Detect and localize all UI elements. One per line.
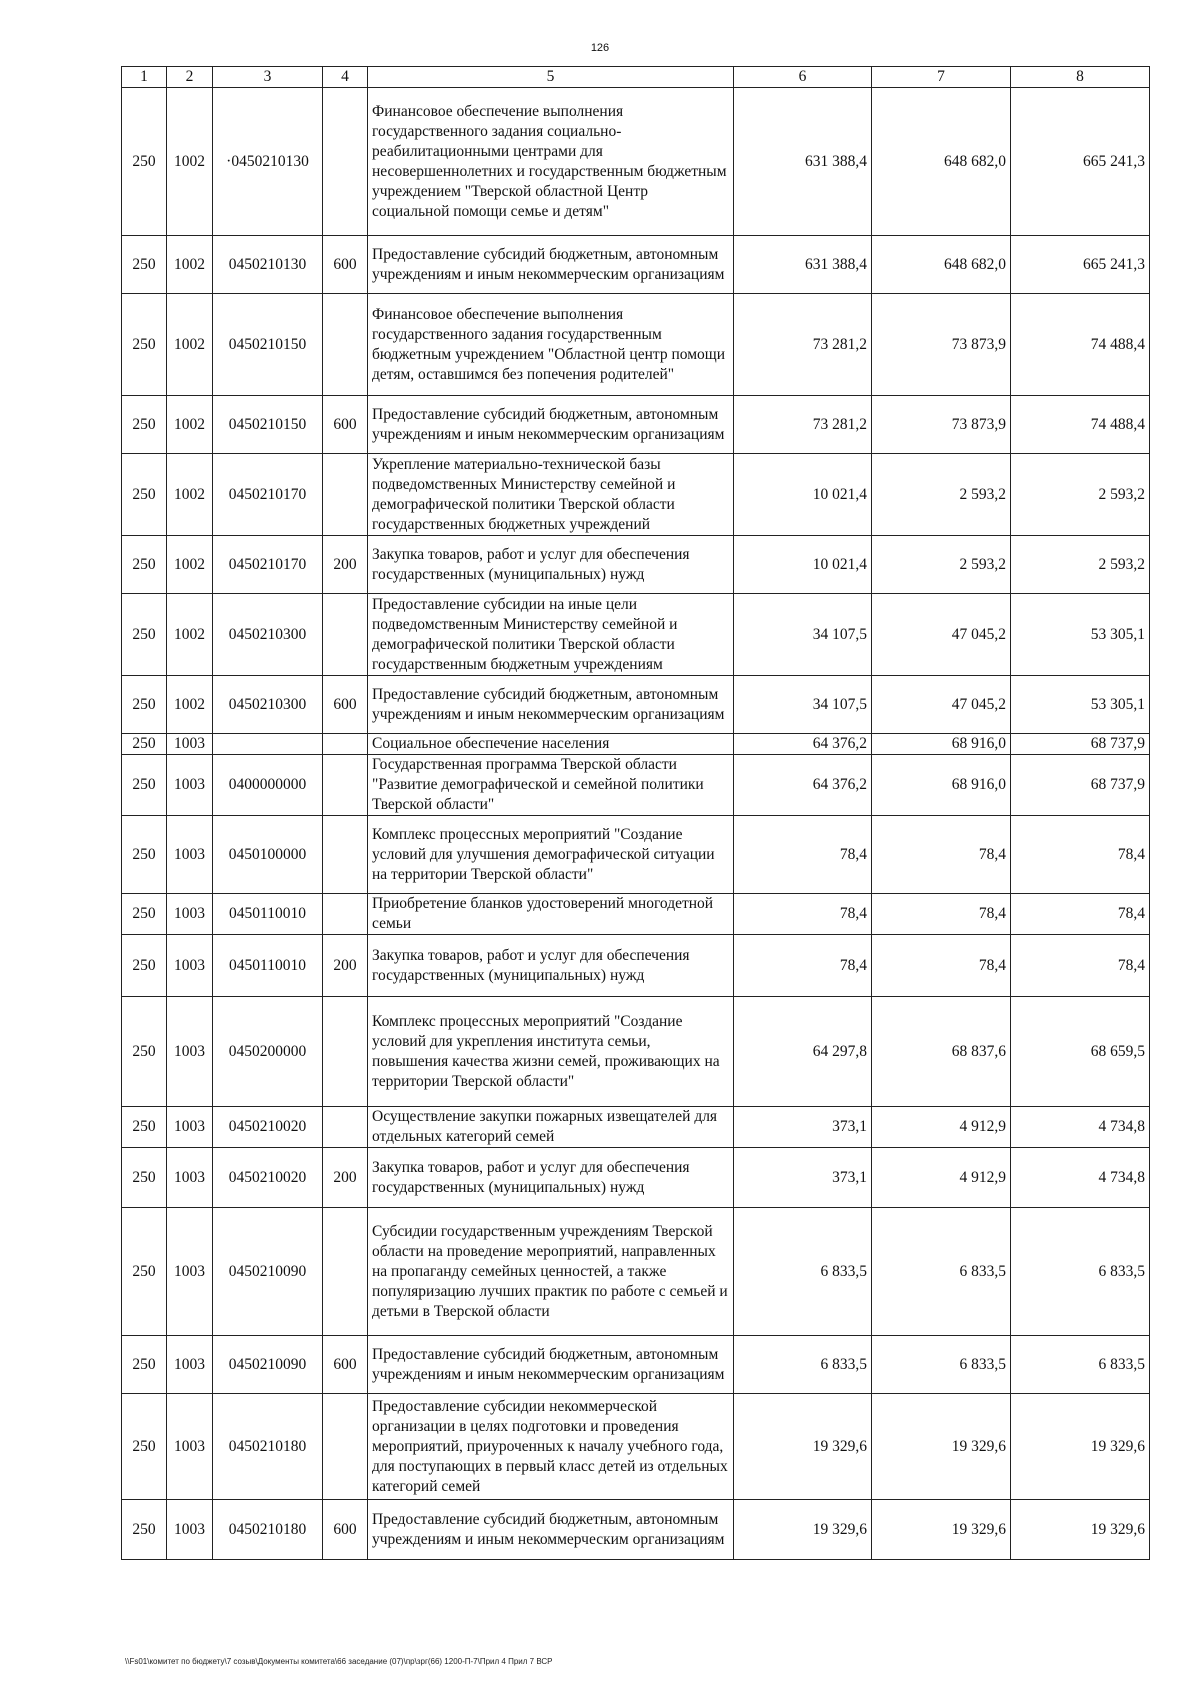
code-cell: 250 [122, 536, 167, 594]
amount-year3-cell: 19 329,6 [1011, 1500, 1150, 1560]
amount-year3-cell: 78,4 [1011, 935, 1150, 997]
target-code-cell: 0450210300 [213, 594, 323, 676]
amount-year3-cell: 6 833,5 [1011, 1208, 1150, 1336]
description-cell: Закупка товаров, работ и услуг для обеспечения государственных (муниципальных) нужд [368, 1148, 734, 1208]
expense-type-cell [323, 1394, 368, 1500]
amount-year3-cell: 68 737,9 [1011, 755, 1150, 816]
amount-year1-cell: 631 388,4 [734, 236, 872, 294]
footer-file-path: \\Fs01\комитет по бюджету\7 созыв\Документы комитета\66 заседание (07)\пр\зрг(66) 1200-П-7\Прил 4 Прил 7 ВСР [125, 1657, 553, 1666]
header-row [122, 67, 1150, 88]
page-number: 126 [590, 42, 610, 54]
amount-year3-cell: 74 488,4 [1011, 294, 1150, 396]
section-cell: 1003 [167, 997, 213, 1107]
amount-year3-cell: 6 833,5 [1011, 1336, 1150, 1394]
expense-type-cell [323, 594, 368, 676]
amount-year1-cell: 34 107,5 [734, 676, 872, 734]
table-row [122, 294, 1150, 396]
code-cell: 250 [122, 1208, 167, 1336]
table-row [122, 935, 1150, 997]
expense-type-cell: 600 [323, 1500, 368, 1560]
description-cell: Предоставление субсидий бюджетным, автономным учреждениям и иным некоммерческим организациям [368, 676, 734, 734]
table-row [122, 1500, 1150, 1560]
target-code-cell: 0450200000 [213, 997, 323, 1107]
amount-year2-cell: 68 916,0 [872, 734, 1011, 755]
section-cell: 1003 [167, 1208, 213, 1336]
code-cell: 250 [122, 734, 167, 755]
amount-year3-cell: 665 241,3 [1011, 88, 1150, 236]
column-header: 6 [734, 67, 872, 88]
amount-year3-cell: 78,4 [1011, 894, 1150, 935]
code-cell: 250 [122, 1336, 167, 1394]
table-row [122, 755, 1150, 816]
section-cell: 1003 [167, 1148, 213, 1208]
amount-year1-cell: 6 833,5 [734, 1208, 872, 1336]
table-row [122, 396, 1150, 454]
column-header: 2 [167, 67, 213, 88]
amount-year1-cell: 373,1 [734, 1148, 872, 1208]
amount-year1-cell: 10 021,4 [734, 536, 872, 594]
amount-year3-cell: 68 737,9 [1011, 734, 1150, 755]
description-cell: Предоставление субсидий бюджетным, автономным учреждениям и иным некоммерческим организациям [368, 1500, 734, 1560]
target-code-cell: 0450210090 [213, 1208, 323, 1336]
expense-type-cell: 200 [323, 536, 368, 594]
section-cell: 1003 [167, 1336, 213, 1394]
code-cell: 250 [122, 755, 167, 816]
target-code-cell: 0400000000 [213, 755, 323, 816]
target-code-cell: 0450210130 [213, 236, 323, 294]
code-cell: 250 [122, 1394, 167, 1500]
expense-type-cell: 600 [323, 676, 368, 734]
expense-type-cell: 600 [323, 396, 368, 454]
table-row [122, 88, 1150, 236]
description-cell: Предоставление субсидии на иные цели подведомственным Министерству семейной и демографической политики Тверской области государственным бюджетным учреждениям [368, 594, 734, 676]
table-row [122, 1148, 1150, 1208]
expense-type-cell [323, 1107, 368, 1148]
amount-year1-cell: 373,1 [734, 1107, 872, 1148]
code-cell: 250 [122, 1148, 167, 1208]
amount-year1-cell: 64 297,8 [734, 997, 872, 1107]
code-cell: 250 [122, 997, 167, 1107]
target-code-cell: 0450210020 [213, 1148, 323, 1208]
description-cell: Предоставление субсидий бюджетным, автономным учреждениям и иным некоммерческим организациям [368, 1336, 734, 1394]
amount-year2-cell: 78,4 [872, 935, 1011, 997]
description-cell: Предоставление субсидий бюджетным, автономным учреждениям и иным некоммерческим организациям [368, 396, 734, 454]
code-cell: 250 [122, 236, 167, 294]
table-row [122, 894, 1150, 935]
expense-type-cell: 600 [323, 236, 368, 294]
expense-type-cell [323, 894, 368, 935]
table-row [122, 676, 1150, 734]
amount-year2-cell: 78,4 [872, 816, 1011, 894]
description-cell: Предоставление субсидий бюджетным, автономным учреждениям и иным некоммерческим организациям [368, 236, 734, 294]
amount-year2-cell: 78,4 [872, 894, 1011, 935]
amount-year3-cell: 53 305,1 [1011, 676, 1150, 734]
column-header: 4 [323, 67, 368, 88]
target-code-cell: 0450210300 [213, 676, 323, 734]
amount-year1-cell: 78,4 [734, 894, 872, 935]
table-row [122, 594, 1150, 676]
section-cell: 1002 [167, 88, 213, 236]
section-cell: 1002 [167, 236, 213, 294]
amount-year2-cell: 73 873,9 [872, 396, 1011, 454]
amount-year2-cell: 4 912,9 [872, 1148, 1011, 1208]
table-row [122, 236, 1150, 294]
table-row [122, 1336, 1150, 1394]
section-cell: 1003 [167, 935, 213, 997]
amount-year1-cell: 34 107,5 [734, 594, 872, 676]
target-code-cell: 0450100000 [213, 816, 323, 894]
section-cell: 1002 [167, 454, 213, 536]
code-cell: 250 [122, 594, 167, 676]
expense-type-cell: 200 [323, 1148, 368, 1208]
section-cell: 1002 [167, 594, 213, 676]
table-row [122, 1107, 1150, 1148]
section-cell: 1003 [167, 1500, 213, 1560]
amount-year2-cell: 47 045,2 [872, 594, 1011, 676]
amount-year3-cell: 68 659,5 [1011, 997, 1150, 1107]
column-header: 3 [213, 67, 323, 88]
amount-year3-cell: 53 305,1 [1011, 594, 1150, 676]
target-code-cell: 0450210090 [213, 1336, 323, 1394]
section-cell: 1002 [167, 536, 213, 594]
expense-type-cell [323, 88, 368, 236]
section-cell: 1002 [167, 396, 213, 454]
expense-type-cell [323, 734, 368, 755]
code-cell: 250 [122, 1107, 167, 1148]
column-header: 1 [122, 67, 167, 88]
section-cell: 1003 [167, 1107, 213, 1148]
target-code-cell: 0450110010 [213, 935, 323, 997]
description-cell: Закупка товаров, работ и услуг для обеспечения государственных (муниципальных) нужд [368, 536, 734, 594]
section-cell: 1003 [167, 816, 213, 894]
target-code-cell [213, 734, 323, 755]
section-cell: 1002 [167, 676, 213, 734]
table-row [122, 816, 1150, 894]
code-cell: 250 [122, 816, 167, 894]
amount-year2-cell: 19 329,6 [872, 1500, 1011, 1560]
amount-year2-cell: 648 682,0 [872, 88, 1011, 236]
section-cell: 1003 [167, 1394, 213, 1500]
amount-year2-cell: 6 833,5 [872, 1208, 1011, 1336]
code-cell: 250 [122, 88, 167, 236]
amount-year2-cell: 73 873,9 [872, 294, 1011, 396]
code-cell: 250 [122, 396, 167, 454]
amount-year1-cell: 73 281,2 [734, 294, 872, 396]
code-cell: 250 [122, 454, 167, 536]
target-code-cell: 0450210020 [213, 1107, 323, 1148]
amount-year1-cell: 64 376,2 [734, 755, 872, 816]
expense-type-cell [323, 454, 368, 536]
table-row [122, 536, 1150, 594]
amount-year3-cell: 19 329,6 [1011, 1394, 1150, 1500]
section-cell: 1002 [167, 294, 213, 396]
expense-type-cell [323, 755, 368, 816]
section-cell: 1003 [167, 734, 213, 755]
expense-type-cell [323, 816, 368, 894]
target-code-cell: 0450210170 [213, 454, 323, 536]
description-cell: Укрепление материально-технической базы подведомственных Министерству семейной и демографической политики Тверской области государственных бюджетных учреждений [368, 454, 734, 536]
column-header: 5 [368, 67, 734, 88]
table-row [122, 734, 1150, 755]
amount-year3-cell: 2 593,2 [1011, 536, 1150, 594]
expense-type-cell: 200 [323, 935, 368, 997]
target-code-cell: 0450210150 [213, 294, 323, 396]
description-cell: Социальное обеспечение населения [368, 734, 734, 755]
amount-year1-cell: 64 376,2 [734, 734, 872, 755]
amount-year2-cell: 68 837,6 [872, 997, 1011, 1107]
amount-year2-cell: 2 593,2 [872, 536, 1011, 594]
amount-year2-cell: 4 912,9 [872, 1107, 1011, 1148]
amount-year2-cell: 2 593,2 [872, 454, 1011, 536]
amount-year1-cell: 631 388,4 [734, 88, 872, 236]
amount-year3-cell: 4 734,8 [1011, 1107, 1150, 1148]
description-cell: Закупка товаров, работ и услуг для обеспечения государственных (муниципальных) нужд [368, 935, 734, 997]
amount-year2-cell: 648 682,0 [872, 236, 1011, 294]
amount-year3-cell: 2 593,2 [1011, 454, 1150, 536]
amount-year1-cell: 78,4 [734, 816, 872, 894]
amount-year3-cell: 78,4 [1011, 816, 1150, 894]
section-cell: 1003 [167, 755, 213, 816]
amount-year1-cell: 10 021,4 [734, 454, 872, 536]
description-cell: Комплекс процессных мероприятий "Создание условий для укрепления института семьи, повышения качества жизни семей, проживающих на территории Тверской области" [368, 997, 734, 1107]
code-cell: 250 [122, 294, 167, 396]
column-header: 8 [1011, 67, 1150, 88]
code-cell: 250 [122, 676, 167, 734]
amount-year2-cell: 68 916,0 [872, 755, 1011, 816]
description-cell: Предоставление субсидии некоммерческой организации в целях подготовки и проведения мероприятий, приуроченных к началу учебного года, для поступающих в первый класс детей из отдельных категорий семей [368, 1394, 734, 1500]
amount-year2-cell: 47 045,2 [872, 676, 1011, 734]
target-code-cell: 0450210170 [213, 536, 323, 594]
amount-year1-cell: 73 281,2 [734, 396, 872, 454]
description-cell: Осуществление закупки пожарных извещателей для отдельных категорий семей [368, 1107, 734, 1148]
amount-year1-cell: 78,4 [734, 935, 872, 997]
description-cell: Субсидии государственным учреждениям Тверской области на проведение мероприятий, направленных на пропаганду семейных ценностей, а также популяризацию лучших практик по работе с семьей и детьми в Тверской области [368, 1208, 734, 1336]
amount-year2-cell: 6 833,5 [872, 1336, 1011, 1394]
description-cell: Приобретение бланков удостоверений многодетной семьи [368, 894, 734, 935]
target-code-cell: 0450110010 [213, 894, 323, 935]
amount-year1-cell: 19 329,6 [734, 1500, 872, 1560]
table-row [122, 1208, 1150, 1336]
target-code-cell: 0450210150 [213, 396, 323, 454]
description-cell: Государственная программа Тверской области "Развитие демографической и семейной политики Тверской области" [368, 755, 734, 816]
column-header: 7 [872, 67, 1011, 88]
amount-year1-cell: 6 833,5 [734, 1336, 872, 1394]
expense-type-cell [323, 294, 368, 396]
target-code-cell: 0450210180 [213, 1394, 323, 1500]
code-cell: 250 [122, 935, 167, 997]
description-cell: Финансовое обеспечение выполнения государственного задания государственным бюджетным учреждением "Областной центр помощи детям, оставшимся без попечения родителей" [368, 294, 734, 396]
expense-type-cell [323, 1208, 368, 1336]
description-cell: Финансовое обеспечение выполнения государственного задания социально-реабилитационными центрами для несовершеннолетних и государственным бюджетным учреждением "Тверской областной Центр социальной помощи семье и детям" [368, 88, 734, 236]
code-cell: 250 [122, 894, 167, 935]
target-code-cell: 0450210180 [213, 1500, 323, 1560]
amount-year2-cell: 19 329,6 [872, 1394, 1011, 1500]
table-row [122, 1394, 1150, 1500]
section-cell: 1003 [167, 894, 213, 935]
amount-year3-cell: 74 488,4 [1011, 396, 1150, 454]
description-cell: Комплекс процессных мероприятий "Создание условий для улучшения демографической ситуации на территории Тверской области" [368, 816, 734, 894]
table-row [122, 454, 1150, 536]
table-row [122, 997, 1150, 1107]
expense-type-cell: 600 [323, 1336, 368, 1394]
expense-type-cell [323, 997, 368, 1107]
code-cell: 250 [122, 1500, 167, 1560]
budget-table [121, 66, 1150, 1560]
amount-year1-cell: 19 329,6 [734, 1394, 872, 1500]
amount-year3-cell: 4 734,8 [1011, 1148, 1150, 1208]
target-code-cell: ·0450210130 [213, 88, 323, 236]
amount-year3-cell: 665 241,3 [1011, 236, 1150, 294]
